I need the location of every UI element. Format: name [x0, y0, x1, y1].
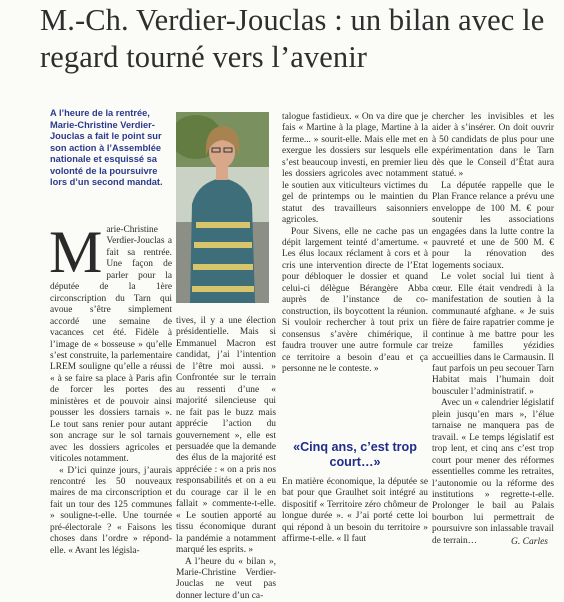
paragraph-text: arie-Christine Verdier-Jouclas a fait sa rentrée. Une façon de parler pour la députée de la 1ère circonscription du Tarn qui avoue s’être simplement accordé une semaine de vacances cet été. Fidèle à l’image de « bosseuse » qu’elle s’est construite, la parlementaire LREM souligne qu’elle a réussi « à se faire sa place à Paris afin de forcer les portes des ministères et de pouvoir ainsi pousser les dossiers tarnais ». Le tout sans renier pour autant son ancrage sur le sol tarnais avec les dossiers agricoles et viticoles notamment.: [50, 225, 172, 465]
paragraph: En matière économique, la députée se bat pour que Graulhet soit intégré au dispositif « Territoire zéro chômeur de longue durée ». « J’ai porté cette loi qui répond à un besoin du territoire » affirme-t-elle. « Il faut: [282, 477, 428, 545]
paragraph: La députée rappelle que le Plan France relance a prévu une enveloppe de 100 M. € pour soutenir les associations engagées dans la lutte contre la pauvreté et une de 500 M. € pour la rénovation des logements sociaux.: [432, 180, 554, 271]
dropcap: M: [49, 219, 103, 285]
paragraph: Pour Sivens, elle ne cache pas un dépit largement teinté d’amertume. « Les élus locaux réclament à cors et à cris une intervention directe de l’Etat pour débloquer le dossier et quand celui-ci délègue Bérangère Abba auprès de l’instance de co-construction, ils boycottent la réunion. Si vouloir rechercher à tout prix un consensus s’avère chimérique, il faudra trouver une autre formule car ce territoire a besoin d’eau et ça personne ne le conteste. »: [282, 226, 428, 374]
pull-quote: «Cinq ans, c’est trop court…»: [293, 440, 417, 469]
column-4: [432, 112, 554, 547]
portrait-image: [176, 112, 269, 303]
paragraph: Avec un « calendrier législatif plein jusqu’en mars », l’élue tarnaise ne manquera pas de travail. « Le temps législatif est trop lent, et cinq ans c’est trop court pour mener des réformes essentielles comme les retraites, l’autonomie ou la réforme des institutions » regrette-t-elle. Prolonger le bail au Palais bourbon lui permettrait de poursuivre son inlassable travail de terrain…: [432, 398, 554, 546]
author-signature: G. Carles: [511, 537, 548, 547]
column-3: [282, 112, 428, 375]
column-2: [176, 316, 276, 602]
column-1: [49, 219, 172, 557]
lede: A l’heure de la rentrée, Marie-Christine Verdier-Jouclas a fait le point sur son action à l’Assemblée nationale et esquissé sa volonté de la poursuivre lors d’un second mandat.: [50, 108, 163, 187]
paragraph: Le volet social lui tient à cœur. Elle était vendredi à la manifestation de soutien à la communauté afghane. « Je suis fière de faire rapatrier comme je continue à me battre pour les treize familles yézidies accueillies dans le Carmausin. Il faut parfois un peu secouer Tarn Habitat mais l’humain doit bousculer l’administratif. »: [432, 272, 554, 397]
paragraph: tives, il y a une élection présidentielle. Mais si Emmanuel Macron est candidat, j’ai l’intention de l’être moi aussi. » Confrontée sur le terrain au ressenti d’une « majorité silencieuse qui ne fait pas le buzz mais apprécie l’action du gouvernement », elle est persuadée que la demande des élus de la majorité est appréciée : « on a pris nos responsabilités et on a eu du courage car il le en fallait » commente-t-elle. « Le soutien apporté au tissu économique durant la pandémie a notamment marqué les esprits. »: [176, 316, 276, 556]
paragraph: talogue fastidieux. « On va dire que je fais « Martine à la plage, Martine à la ferme... » sourit-elle. Mais elle met en exergue les dossiers sur lesquels elle s’est beaucoup investi, en premier lieu les dossiers agricoles avec notamment le soutien aux viticulteurs victimes du gel de printemps ou le maintien du statut des travailleurs saisonniers agricoles.: [282, 112, 428, 226]
headline: M.-Ch. Verdier-Jouclas : un bilan avec le regard tourné vers l’avenir: [40, 3, 545, 74]
paragraph: « D’ici quinze jours, j’aurais rencontré les 50 nouveaux maires de ma circonscription et fait un tour des 125 communes » souligne-t-elle. Une tournée pré-électorale ? « Faisons les choses dans l’ordre » répond-elle. « Avant les législa-: [50, 465, 172, 556]
paragraph: A l’heure du « bilan », Marie-Christine Verdier-Jouclas ne veut pas donner lecture d’un ca-: [176, 556, 276, 601]
portrait-photo: [176, 112, 269, 303]
paragraph: [49, 219, 172, 466]
column-3-continued: [282, 477, 428, 546]
paragraph: chercher les invisibles et les aider à s’insérer. On doit ouvrir à 50 candidats de plus pour une expérimentation dans le Tarn dès que le Conseil d’État aura statué. »: [432, 112, 554, 180]
